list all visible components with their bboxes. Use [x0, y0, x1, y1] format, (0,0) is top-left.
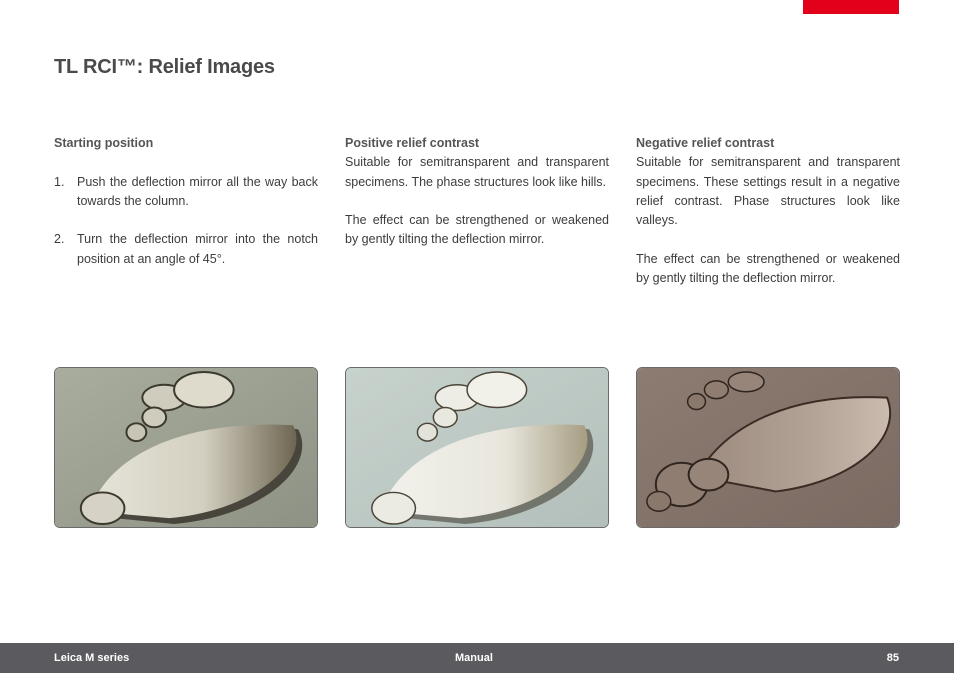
- step-text: Turn the deflection mirror into the notch position at an angle of 45°.: [77, 232, 318, 266]
- page-title: TL RCI™: Relief Images: [54, 56, 275, 78]
- negative-relief-note: The effect can be strengthened or weakened by gently tilting the deflection mirror.: [636, 251, 900, 286]
- negative-relief-description: Suitable for semitransparent and transparent specimens. These settings result in a negative relief contrast. Phase structures look like valleys.: [636, 155, 900, 228]
- footer-document-type: Manual: [455, 652, 493, 664]
- step-item: [54, 230, 318, 269]
- heading-negative-relief: Negative relief contrast: [636, 136, 775, 150]
- column-positive-relief: [345, 134, 609, 250]
- step-number: 1.: [54, 174, 65, 189]
- footer-page-number: 85: [886, 652, 899, 664]
- step-number: 2.: [54, 232, 65, 247]
- positive-relief-description: Suitable for semitransparent and transparent specimens. The phase structures look like hills.: [345, 155, 609, 189]
- red-header-tab: [803, 0, 899, 14]
- footer-product-name: Leica M series: [54, 652, 130, 664]
- column-starting-position: [54, 134, 318, 269]
- positive-relief-note: The effect can be strengthened or weakened by gently tilting the deflection mirror.: [345, 213, 609, 247]
- heading-positive-relief: Positive relief contrast: [345, 136, 480, 150]
- micrograph-negative-relief: [636, 367, 900, 528]
- micrograph-positive-relief: [345, 367, 609, 528]
- column-negative-relief: [636, 134, 900, 288]
- step-item: [54, 173, 318, 212]
- heading-starting-position: Starting position: [54, 136, 154, 150]
- micrograph-starting-position: [54, 367, 318, 528]
- step-text: Push the deflection mirror all the way back towards the column.: [77, 174, 318, 208]
- page-footer: [0, 643, 954, 673]
